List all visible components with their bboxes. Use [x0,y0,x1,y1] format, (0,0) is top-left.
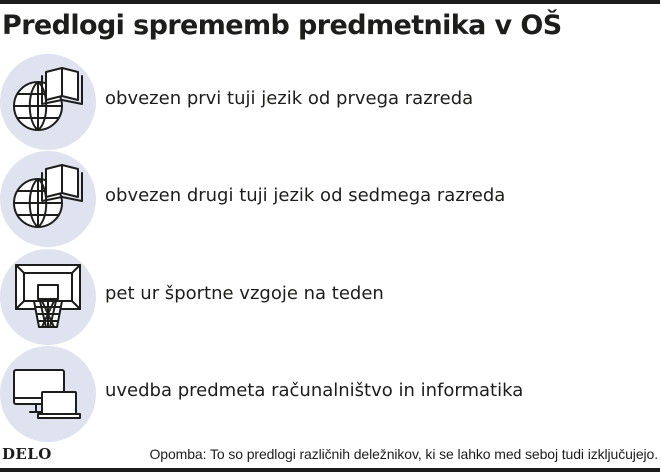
item-label: uvedba predmeta računalništvo in informatika [105,380,524,401]
basketball-hoop-icon [0,249,96,345]
item-label: pet ur športne vzgoje na teden [105,283,384,304]
item-label: obvezen prvi tuji jezik od prvega razreda [105,88,474,109]
list-item-first-language [0,54,660,150]
footnote: Opomba: To so predlogi različnih deležnikov, ki se lahko med seboj tudi izključujejo. [149,446,658,462]
icon-circle [0,346,96,442]
delo-logo: DELO [2,445,52,463]
list-item-computing [0,346,660,442]
globe-book-icon [0,54,96,150]
icon-circle [0,54,96,150]
bottom-rule [0,468,660,472]
list-item-sports [0,249,660,345]
list-item-second-language [0,151,660,247]
computer-laptop-icon [0,346,96,442]
icon-circle [0,249,96,345]
item-label: obvezen drugi tuji jezik od sedmega razreda [105,185,506,206]
page-title: Predlogi sprememb predmetnika v OŠ [2,10,562,41]
globe-book-icon [0,151,96,247]
top-rule [0,0,660,4]
icon-circle [0,151,96,247]
